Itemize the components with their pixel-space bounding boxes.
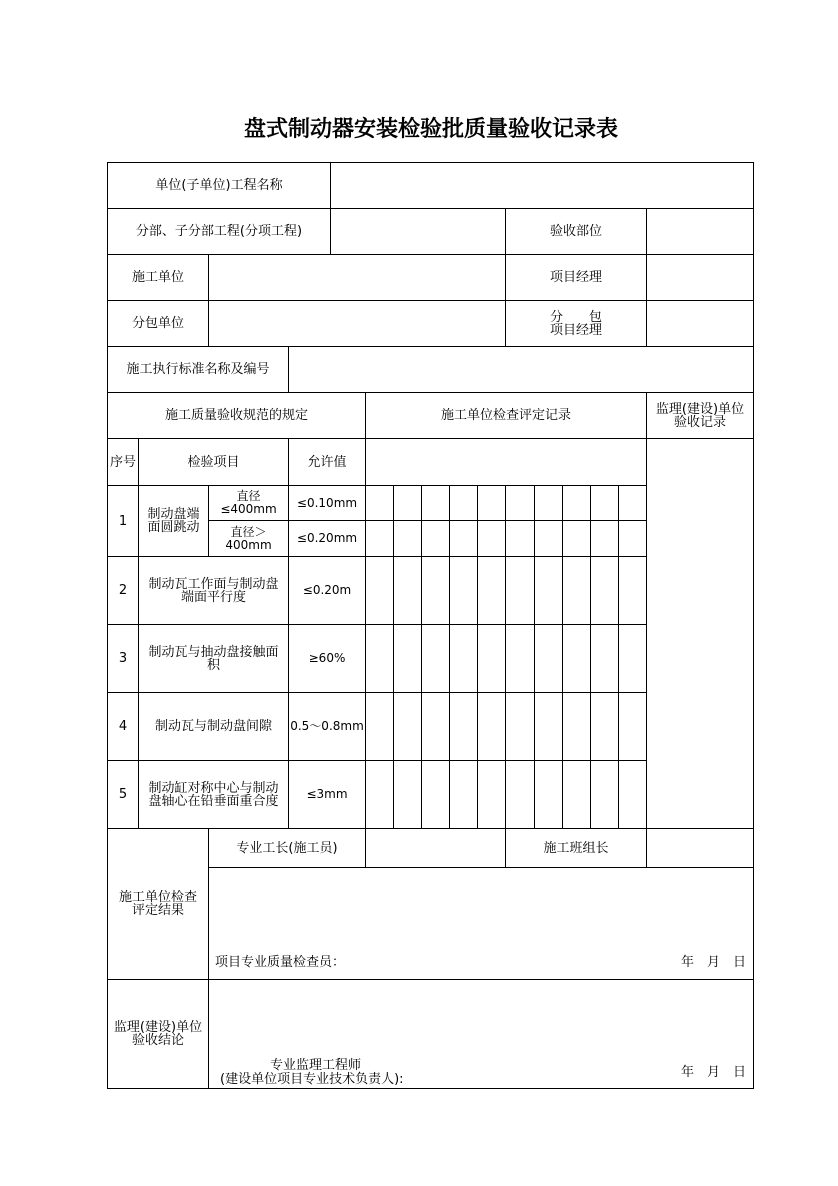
- check-record-cell[interactable]: [534, 692, 563, 761]
- check-record-cell[interactable]: [477, 692, 506, 761]
- unit-project-field[interactable]: [330, 162, 754, 209]
- check-record-cell[interactable]: [449, 692, 478, 761]
- supervision-header: [646, 392, 754, 439]
- check-record-cell[interactable]: [365, 624, 394, 693]
- item-no: 2: [107, 556, 139, 625]
- item-allow: ≤3mm: [288, 760, 366, 829]
- sub-project-label: 分部、子分部工程(分项工程): [107, 208, 331, 255]
- item-no: 1: [107, 485, 139, 557]
- check-record-cell[interactable]: [505, 556, 535, 625]
- acceptance-part-label: 验收部位: [505, 208, 647, 255]
- team-leader-field[interactable]: [646, 828, 754, 868]
- supervisor-label-sub: (建设单位项目专业技术负责人):: [220, 1072, 404, 1087]
- check-record-cell[interactable]: [505, 485, 535, 521]
- col-allow-header: 允许值: [288, 438, 366, 486]
- check-record-cell[interactable]: [562, 520, 591, 557]
- check-record-cell[interactable]: [449, 760, 478, 829]
- check-record-cell[interactable]: [590, 760, 619, 829]
- item-allow: ≤0.20m: [288, 556, 366, 625]
- subcontract-unit-field[interactable]: [208, 300, 506, 347]
- check-record-cell[interactable]: [421, 624, 450, 693]
- record-blank: [365, 438, 647, 486]
- item-condition: 直径＞400mm: [208, 520, 289, 557]
- supervision-header-line1: 监理(建设)单位: [655, 401, 745, 417]
- check-record-cell[interactable]: [365, 692, 394, 761]
- check-record-cell[interactable]: [477, 485, 506, 521]
- check-record-cell[interactable]: [477, 624, 506, 693]
- item-name: 制动瓦与抽动盘接触面积: [138, 624, 289, 693]
- standard-label: 施工执行标准名称及编号: [107, 346, 289, 393]
- item-name: 制动缸对称中心与制动盘轴心在铅垂面重合度: [138, 760, 289, 829]
- check-record-cell[interactable]: [505, 692, 535, 761]
- check-record-cell[interactable]: [618, 520, 647, 557]
- check-record-cell[interactable]: [618, 556, 647, 625]
- check-record-cell[interactable]: [393, 692, 422, 761]
- check-record-cell[interactable]: [590, 692, 619, 761]
- project-manager-label: 项目经理: [505, 254, 647, 301]
- check-record-cell[interactable]: [562, 760, 591, 829]
- subcontract-pm-label-line1: 分 包: [549, 309, 602, 325]
- check-record-cell[interactable]: [534, 624, 563, 693]
- check-record-cell[interactable]: [393, 556, 422, 625]
- check-record-cell[interactable]: [449, 485, 478, 521]
- supervision-conclusion-label: 监理(建设)单位验收结论: [107, 979, 209, 1089]
- check-record-cell[interactable]: [618, 692, 647, 761]
- check-record-cell[interactable]: [477, 760, 506, 829]
- check-record-cell[interactable]: [449, 624, 478, 693]
- check-record-cell[interactable]: [421, 760, 450, 829]
- record-header: 施工单位检查评定记录: [365, 392, 647, 439]
- item-allow: 0.5～0.8mm: [288, 692, 366, 761]
- subcontract-pm-label-line2: 项目经理: [549, 322, 602, 338]
- subcontract-pm-field[interactable]: [646, 300, 754, 347]
- date-label: 年 月 日: [681, 1065, 747, 1080]
- check-record-cell[interactable]: [562, 556, 591, 625]
- check-record-cell[interactable]: [449, 556, 478, 625]
- item-name: 制动瓦工作面与制动盘端面平行度: [138, 556, 289, 625]
- supervision-header-line2: 验收记录: [673, 414, 726, 430]
- check-record-cell[interactable]: [421, 485, 450, 521]
- check-record-cell[interactable]: [505, 624, 535, 693]
- item-no: 5: [107, 760, 139, 829]
- item-name: 制动瓦与制动盘间隙: [138, 692, 289, 761]
- construction-unit-label: 施工单位: [107, 254, 209, 301]
- check-record-cell[interactable]: [534, 760, 563, 829]
- team-leader-label: 施工班组长: [505, 828, 647, 868]
- item-no: 4: [107, 692, 139, 761]
- item-name: 制动盘端面圆跳动: [138, 485, 209, 557]
- check-record-cell[interactable]: [393, 624, 422, 693]
- foreman-field[interactable]: [365, 828, 506, 868]
- check-record-cell[interactable]: [505, 520, 535, 557]
- project-manager-field[interactable]: [646, 254, 754, 301]
- check-record-cell[interactable]: [477, 520, 506, 557]
- supervision-record-field[interactable]: [646, 438, 754, 829]
- check-record-cell[interactable]: [365, 485, 394, 521]
- check-record-cell[interactable]: [365, 520, 394, 557]
- check-record-cell[interactable]: [534, 520, 563, 557]
- col-item-header: 检验项目: [138, 438, 289, 486]
- standard-field[interactable]: [288, 346, 754, 393]
- item-allow: ≥60%: [288, 624, 366, 693]
- unit-project-label: 单位(子单位)工程名称: [107, 162, 331, 209]
- check-record-cell[interactable]: [562, 692, 591, 761]
- supervisor-label: 专业监理工程师: [270, 1058, 362, 1073]
- construction-unit-field[interactable]: [208, 254, 506, 301]
- subcontract-unit-label: 分包单位: [107, 300, 209, 347]
- check-record-cell[interactable]: [562, 624, 591, 693]
- foreman-label: 专业工长(施工员): [208, 828, 366, 868]
- item-condition: 直径≤400mm: [208, 485, 289, 521]
- item-no: 3: [107, 624, 139, 693]
- inspector-label: 项目专业质量检查员：: [215, 955, 346, 970]
- sub-project-field[interactable]: [330, 208, 506, 255]
- date-label: 年 月 日: [681, 955, 747, 970]
- spec-header: 施工质量验收规范的规定: [107, 392, 366, 439]
- check-record-cell[interactable]: [618, 760, 647, 829]
- check-record-cell[interactable]: [421, 556, 450, 625]
- check-record-cell[interactable]: [618, 624, 647, 693]
- check-record-cell[interactable]: [534, 485, 563, 521]
- page-title: 盘式制动器安装检验批质量验收记录表: [243, 116, 618, 142]
- check-record-cell[interactable]: [365, 556, 394, 625]
- check-record-cell[interactable]: [534, 556, 563, 625]
- item-allow: ≤0.20mm: [288, 520, 366, 557]
- check-record-cell[interactable]: [393, 760, 422, 829]
- check-record-cell[interactable]: [505, 760, 535, 829]
- check-record-cell[interactable]: [421, 520, 450, 557]
- check-record-cell[interactable]: [393, 520, 422, 557]
- check-record-cell[interactable]: [590, 556, 619, 625]
- check-record-cell[interactable]: [449, 520, 478, 557]
- construction-result-label: 施工单位检查评定结果: [107, 828, 209, 980]
- subcontract-pm-label: [505, 300, 647, 347]
- col-no-header: 序号: [107, 438, 139, 486]
- acceptance-part-field[interactable]: [646, 208, 754, 255]
- check-record-cell[interactable]: [393, 485, 422, 521]
- check-record-cell[interactable]: [590, 624, 619, 693]
- check-record-cell[interactable]: [590, 520, 619, 557]
- item-allow: ≤0.10mm: [288, 485, 366, 521]
- check-record-cell[interactable]: [477, 556, 506, 625]
- check-record-cell[interactable]: [421, 692, 450, 761]
- check-record-cell[interactable]: [562, 485, 591, 521]
- check-record-cell[interactable]: [365, 760, 394, 829]
- check-record-cell[interactable]: [590, 485, 619, 521]
- check-record-cell[interactable]: [618, 485, 647, 521]
